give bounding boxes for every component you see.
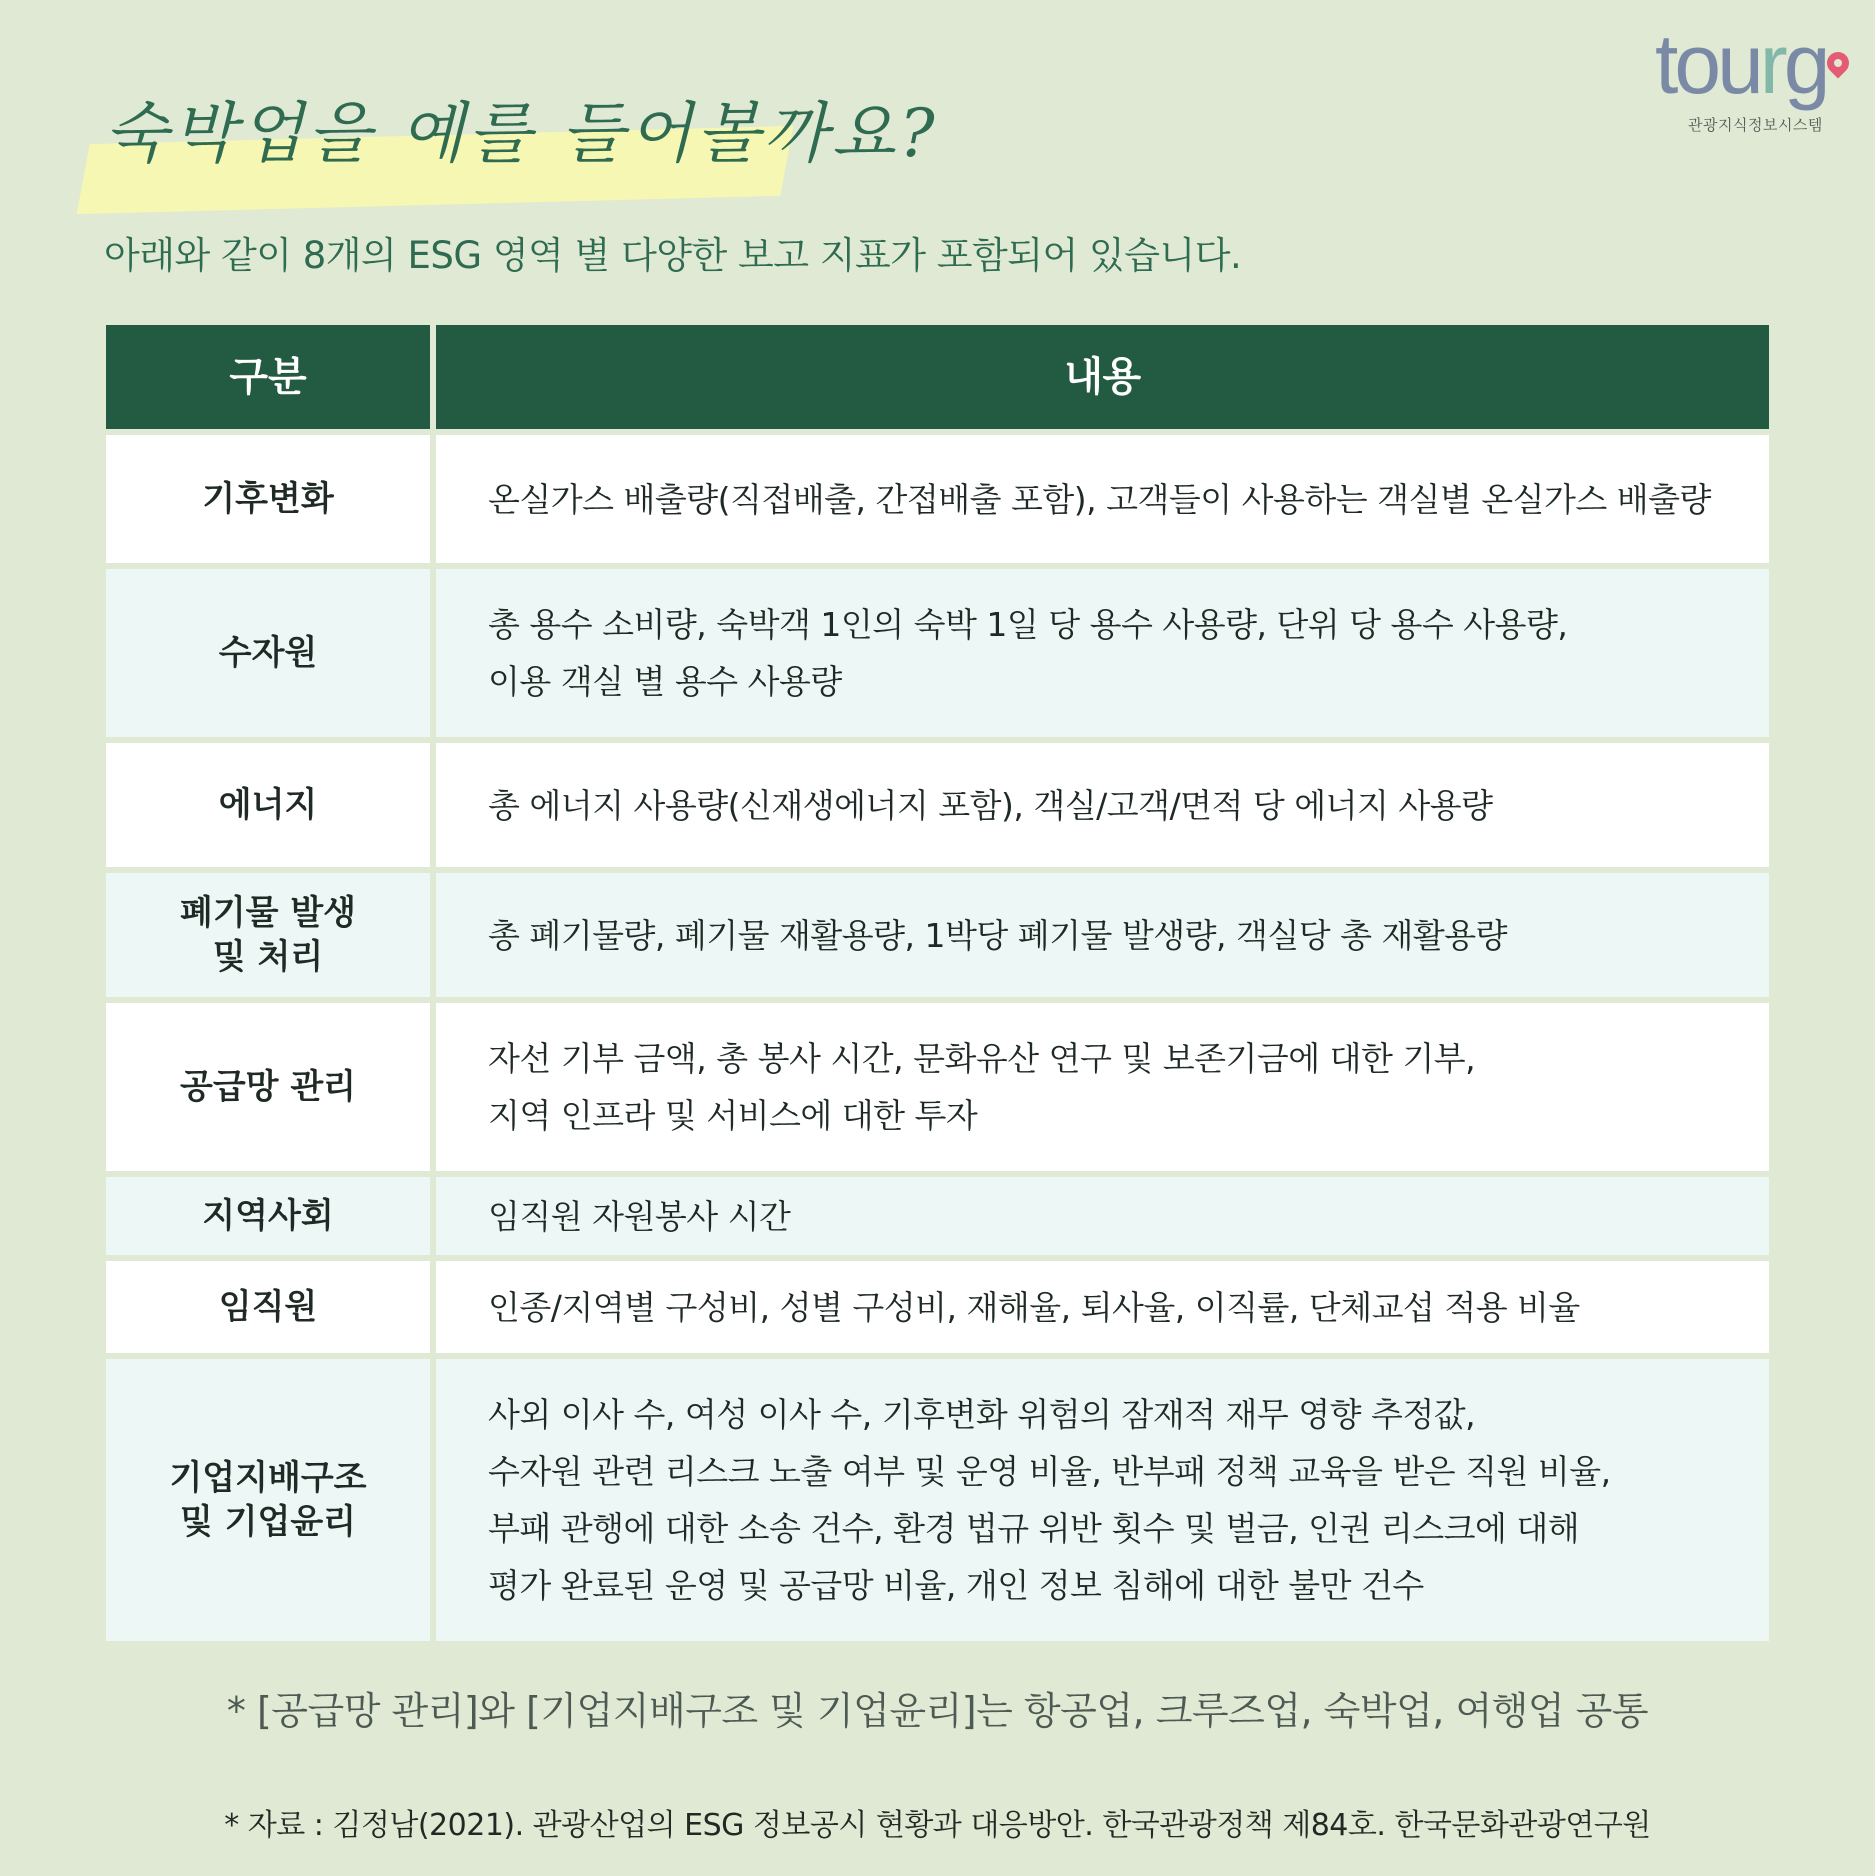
row-content — [436, 1003, 1769, 1171]
content-line: 임직원 자원봉사 시간 — [488, 1196, 791, 1236]
source-citation: * 자료 : 김정남(2021). 관광산업의 ESG 정보공시 현황과 대응방안. 한국관광정책 제84호. 한국문화관광연구원 — [224, 1808, 1651, 1843]
row-content — [436, 1359, 1769, 1641]
content-line: 자선 기부 금액, 총 봉사 시간, 문화유산 연구 및 보존기금에 대한 기부, — [488, 1039, 1476, 1078]
row-category — [106, 1359, 430, 1641]
content-line: 이용 객실 별 용수 사용량 — [488, 662, 842, 701]
table-row — [106, 1003, 1769, 1171]
content-line: 부패 관행에 대한 소송 건수, 환경 법규 위반 횟수 및 벌금, 인권 리스크에 대해 — [488, 1509, 1580, 1548]
table-row — [106, 873, 1769, 997]
row-content — [436, 1261, 1769, 1353]
row-content — [436, 569, 1769, 737]
category-line: 기업지배구조 — [169, 1457, 367, 1498]
map-pin-icon — [1822, 47, 1853, 78]
category-line: 에너지 — [218, 784, 318, 825]
category-line: 임직원 — [218, 1286, 318, 1327]
row-category — [106, 1177, 430, 1255]
table-row — [106, 1261, 1769, 1353]
logo-subtitle: 관광지식정보시스템 — [1688, 116, 1823, 134]
content-line: 총 에너지 사용량(신재생에너지 포함), 객실/고객/면적 당 에너지 사용량 — [488, 785, 1493, 825]
row-category — [106, 1261, 430, 1353]
table-row — [106, 435, 1769, 563]
content-line: 지역 인프라 및 서비스에 대한 투자 — [488, 1096, 978, 1135]
category-line: 및 처리 — [212, 937, 324, 977]
header-content: 내용 — [436, 325, 1769, 429]
table-header-row — [106, 325, 1769, 429]
page-title: 숙박업을 예를 들어볼까요? — [104, 95, 939, 172]
footnote: * [공급망 관리]와 [기업지배구조 및 기업윤리]는 항공업, 크루즈업, 숙박업, 여행업 공통 — [226, 1689, 1649, 1733]
category-line: 기후변화 — [202, 478, 334, 519]
table-row — [106, 1177, 1769, 1255]
category-line: 지역사회 — [202, 1195, 334, 1236]
content-line: 온실가스 배출량(직접배출, 간접배출 포함), 고객들이 사용하는 객실별 온실가스 배출량 — [488, 479, 1711, 519]
row-category — [106, 435, 430, 563]
header-category: 구분 — [106, 325, 430, 429]
row-content — [436, 435, 1769, 563]
category-line: 폐기물 발생 — [179, 892, 357, 933]
row-category — [106, 569, 430, 737]
table-row — [106, 1359, 1769, 1641]
row-category — [106, 1003, 430, 1171]
content-line: 수자원 관련 리스크 노출 여부 및 운영 비율, 반부패 정책 교육을 받은 직원 비율, — [488, 1452, 1611, 1491]
category-line: 공급망 관리 — [179, 1066, 357, 1107]
page-subtitle: 아래와 같이 8개의 ESG 영역 별 다양한 보고 지표가 포함되어 있습니다. — [104, 234, 1242, 277]
logo-wordmark: tourg — [1655, 17, 1827, 111]
content-line: 총 용수 소비량, 숙박객 1인의 숙박 1일 당 용수 사용량, 단위 당 용수 사용량, — [488, 605, 1568, 644]
row-content — [436, 1177, 1769, 1255]
row-category — [106, 743, 430, 867]
content-line: 인종/지역별 구성비, 성별 구성비, 재해율, 퇴사율, 이직률, 단체교섭 적용 비율 — [488, 1287, 1580, 1327]
content-line: 사외 이사 수, 여성 이사 수, 기후변화 위험의 잠재적 재무 영향 추정값, — [488, 1395, 1476, 1434]
category-line: 및 기업윤리 — [179, 1502, 357, 1542]
table-row — [106, 743, 1769, 867]
category-line: 수자원 — [218, 632, 318, 673]
esg-indicator-table — [106, 325, 1769, 1647]
row-content — [436, 873, 1769, 997]
row-content — [436, 743, 1769, 867]
content-line: 총 폐기물량, 폐기물 재활용량, 1박당 폐기물 발생량, 객실당 총 재활용량 — [488, 915, 1507, 955]
content-line: 평가 완료된 운영 및 공급망 비율, 개인 정보 침해에 대한 불만 건수 — [488, 1566, 1424, 1605]
row-category — [106, 873, 430, 997]
table-row — [106, 569, 1769, 737]
tourgo-logo[interactable] — [1655, 17, 1855, 142]
